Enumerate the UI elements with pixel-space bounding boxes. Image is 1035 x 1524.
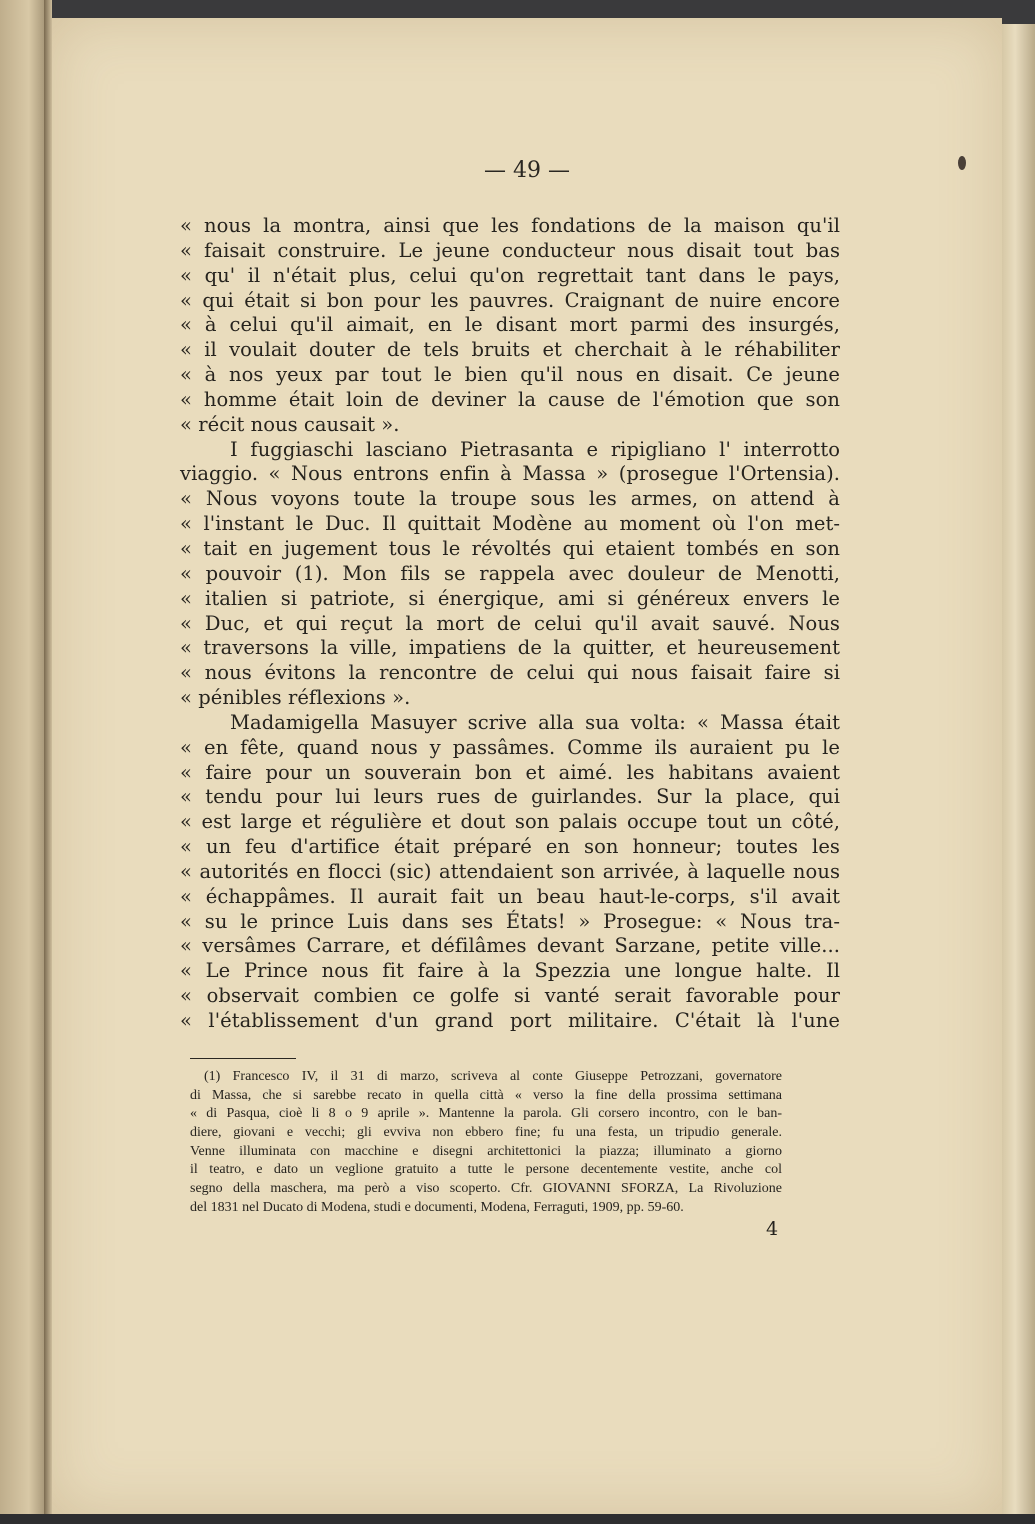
text-line: « qui était si bon pour les pauvres. Craignant de nuire encore	[180, 288, 840, 312]
page-edge	[1002, 24, 1035, 1514]
text-line: « italien si patriote, si énergique, ami si généreux envers le	[180, 586, 840, 610]
footnote-rule	[190, 1058, 296, 1059]
footnote-line: segno della maschera, ma però a viso scoperto. Cfr. GIOVANNI SFORZA, La Rivoluzione	[190, 1181, 782, 1197]
text-line: « traversons la ville, impatiens de la quitter, et heureusement	[180, 636, 840, 660]
text-line: « observait combien ce golfe si vanté serait favorable pour	[180, 984, 840, 1008]
footnote-line: « di Pasqua, cioè li 8 o 9 aprile ». Mantenne la parola. Gli corsero incontro, con le ban-	[190, 1106, 782, 1122]
text-line: « à celui qu'il aimait, en le disant mort parmi des insurgés,	[180, 313, 840, 337]
text-line: « homme était loin de deviner la cause de l'émotion que son	[180, 387, 840, 411]
main-text	[180, 214, 840, 1034]
text-line: « versâmes Carrare, et défilâmes devant Sarzane, petite ville...	[180, 934, 840, 958]
text-line: « nous évitons la rencontre de celui qui nous faisait faire si	[180, 661, 840, 685]
spine-shadow	[44, 0, 52, 1524]
text-line: viaggio. « Nous entrons enfin à Massa » (prosegue l'Ortensia).	[180, 462, 840, 486]
footnote-line: Venne illuminata con macchine e disegni architettonici la piazza; illuminato a giorno	[190, 1143, 782, 1159]
footnote-line: del 1831 nel Ducato di Modena, studi e documenti, Modena, Ferraguti, 1909, pp. 59-60.	[190, 1199, 684, 1215]
text-line: « faire pour un souverain bon et aimé. les habitans avaient	[180, 760, 840, 784]
text-line: « faisait construire. Le jeune conducteur nous disait tout bas	[180, 238, 840, 262]
book-spine	[0, 0, 48, 1524]
text-line: « pouvoir (1). Mon fils se rappela avec douleur de Menotti,	[180, 561, 840, 585]
text-line: « nous la montra, ainsi que les fondations de la maison qu'il	[180, 214, 840, 237]
text-line: « Nous voyons toute la troupe sous les armes, on attend à	[180, 487, 840, 511]
footnote-line: (1) Francesco IV, il 31 di marzo, scriveva al conte Giuseppe Petrozzani, governatore	[204, 1069, 782, 1084]
text-line: « tendu pour lui leurs rues de guirlandes. Sur la place, qui	[180, 785, 840, 809]
scan-border	[0, 1514, 1035, 1524]
text-line: « l'instant le Duc. Il quittait Modène au moment où l'on met-	[180, 512, 840, 536]
footnote-line: diere, giovani e vecchi; gli evviva non ebbero fine; fu una festa, un tripudio generale.	[190, 1125, 782, 1141]
text-line: « autorités en flocci (sic) attendaient son arrivée, à laquelle nous	[180, 859, 840, 883]
text-line: « Le Prince nous fit faire à la Spezzia une longue halte. Il	[180, 959, 840, 983]
text-line: « en fête, quand nous y passâmes. Comme ils auraient pu le	[180, 735, 840, 759]
footnote-line: di Massa, che si sarebbe recato in quella città « verso la fine della prossima settimana	[190, 1087, 782, 1103]
text-line: « à nos yeux par tout le bien qu'il nous en disait. Ce jeune	[180, 363, 840, 387]
book-page	[52, 18, 1002, 1514]
footnote-line: il teatro, e dato un veglione gratuito a tutte le persone decentemente vestite, anche col	[190, 1162, 782, 1178]
text-line: « qu' il n'était plus, celui qu'on regrettait tant dans le pays,	[180, 263, 840, 287]
footnote	[190, 1068, 782, 1218]
text-line: « Duc, et qui reçut la mort de celui qu'il avait sauvé. Nous	[180, 611, 840, 635]
page-number: — 49 —	[484, 158, 570, 183]
text-line: I fuggiaschi lasciano Pietrasanta e ripigliano l' interrotto	[230, 437, 840, 461]
signature-mark: 4	[766, 1218, 779, 1240]
text-line: « il voulait douter de tels bruits et cherchait à le réhabiliter	[180, 338, 840, 362]
text-line: « récit nous causait ».	[180, 412, 400, 436]
text-line: « pénibles réflexions ».	[180, 686, 411, 710]
text-line: « échappâmes. Il aurait fait un beau haut-le-corps, s'il avait	[180, 884, 840, 908]
text-line: « l'établissement d'un grand port militaire. C'était là l'une	[180, 1009, 840, 1032]
text-line: « est large et régulière et dout son palais occupe tout un côté,	[180, 810, 840, 834]
text-line: « un feu d'artifice était préparé en son honneur; toutes les	[180, 835, 840, 859]
text-line: Madamigella Masuyer scrive alla sua volta: « Massa était	[230, 710, 840, 734]
text-line: « su le prince Luis dans ses États! » Prosegue: « Nous tra-	[180, 909, 840, 933]
text-line: « tait en jugement tous le révoltés qui etaient tombés en son	[180, 536, 840, 560]
